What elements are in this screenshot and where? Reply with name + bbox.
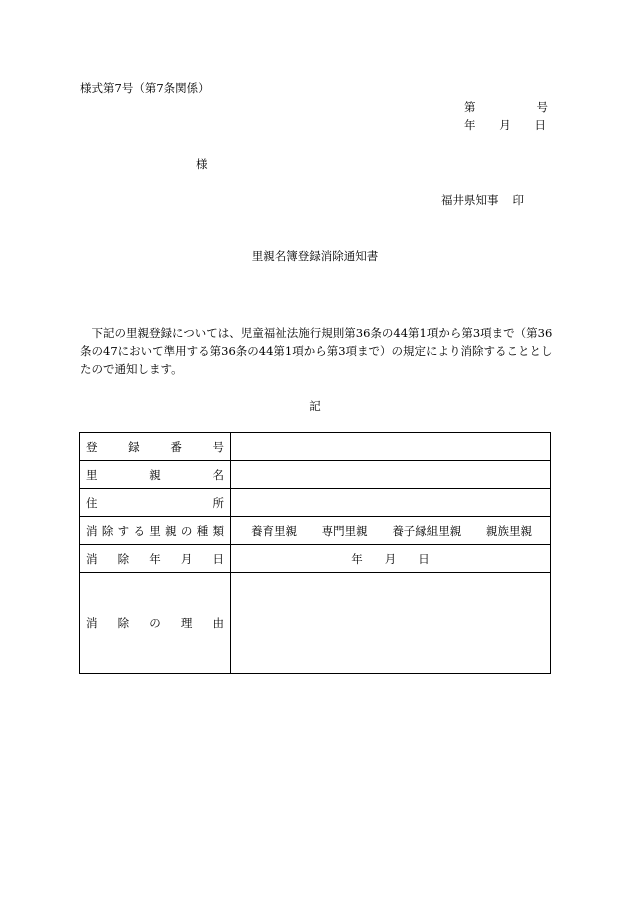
option-specialized-foster[interactable]: 専門里親 [321,523,368,538]
table-row-address [80,489,551,517]
option-adoptive-foster[interactable]: 養子縁組里親 [392,523,462,538]
form-number: 様式第7号（第7条関係） [80,81,210,95]
label-address [80,489,231,517]
label-char: 住 [86,495,98,510]
label-char: 番 [170,439,182,454]
label-foster-parent-name [80,461,231,489]
seal-mark: 印 [512,193,524,207]
label-char: る [133,523,145,538]
removal-date-field[interactable] [231,545,551,573]
label-char: 除 [101,523,114,538]
label-char: 除 [117,616,130,630]
table-row-removal-date [80,545,551,573]
label-foster-type [80,517,231,545]
label-char: 月 [180,551,193,566]
ki-heading: 記 [309,399,321,413]
table-row-foster-type [80,517,551,545]
label-char: 消 [86,523,98,538]
label-char: 里 [86,467,98,482]
removal-date-month: 月 [384,551,397,566]
label-char: 登 [86,439,98,454]
table-row-registration-number [80,433,551,461]
label-registration-number [80,433,231,461]
reason-field[interactable] [231,573,551,674]
address-field[interactable] [231,489,551,517]
label-char: の [180,523,193,538]
issue-date-line [464,120,546,132]
issue-date-day: 日 [534,118,546,132]
record-table [79,432,551,674]
removal-date-day: 日 [418,551,430,566]
option-kinship-foster[interactable]: 親族里親 [485,523,532,538]
label-char: 由 [212,616,224,630]
foster-type-options [231,517,551,545]
table-row-reason [80,573,551,674]
issue-date-year: 年 [464,118,476,132]
label-char: 親 [165,523,177,538]
foster-parent-name-field[interactable] [231,461,551,489]
body-line-3: たので通知します。 [80,362,183,376]
label-char: 種 [196,523,209,538]
label-char: の [149,616,161,630]
document-title: 里親名簿登録消除通知書 [251,249,379,263]
label-char: 号 [212,439,224,454]
body-paragraph [80,324,553,378]
label-char: 除 [117,551,130,566]
issuer-line [441,195,524,207]
document-number-suffix: 号 [536,100,548,114]
issuer-name: 福井県知事 [441,193,499,207]
label-char: 消 [86,551,98,566]
body-line-2: 条の47において準用する第36条の44第1項から第3項まで）の規定により消除することとし [80,344,553,358]
label-reason [80,573,231,674]
document-number-prefix: 第 [464,100,476,114]
addressee-honorific: 様 [196,157,208,171]
label-char: 所 [212,495,224,510]
label-char: 日 [212,551,224,566]
label-char: 名 [212,467,224,482]
option-foster-care[interactable]: 養育里親 [251,523,297,538]
body-line-1: 下記の里親登録については、児童福祉法施行規則第36条の44第1項から第3項まで（第36 [91,326,553,340]
label-char: 類 [212,523,224,538]
document-number-line [464,102,548,114]
label-char: 里 [149,523,161,538]
table-row-foster-parent-name [80,461,551,489]
label-char: 録 [128,439,140,454]
registration-number-field[interactable] [231,433,551,461]
label-char: 親 [149,467,161,482]
removal-date-year: 年 [351,551,363,566]
label-char: 理 [180,616,193,630]
issue-date-month: 月 [499,118,511,132]
label-char: す [117,523,130,538]
label-removal-date [80,545,231,573]
label-char: 消 [86,616,98,630]
label-char: 年 [149,551,161,566]
